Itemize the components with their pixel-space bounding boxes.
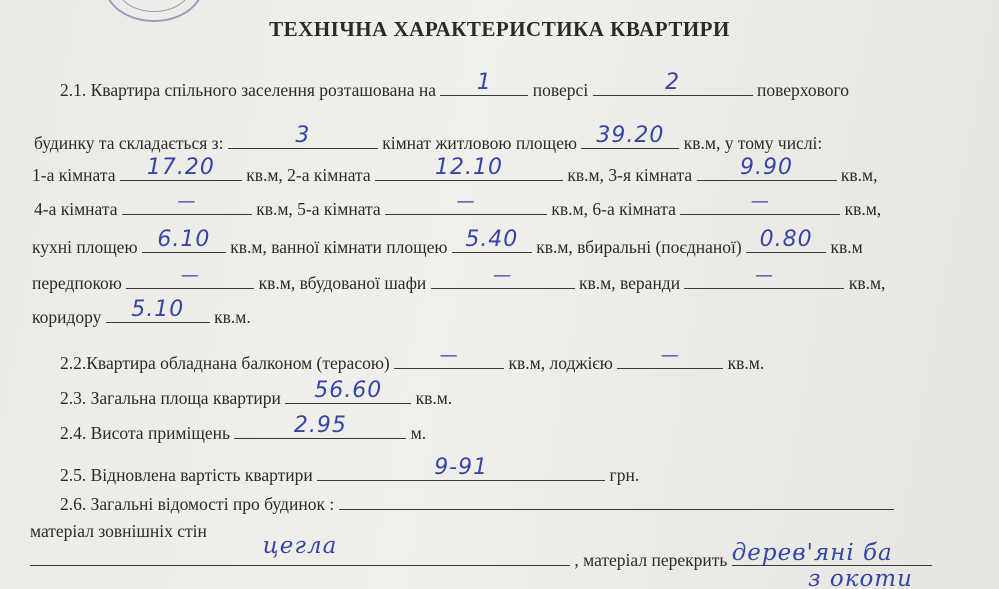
row-walls-label: матеріал зовнішніх стін (30, 521, 207, 541)
hall-field[interactable]: — (126, 268, 254, 289)
toilet-field[interactable]: 0.80 (746, 232, 826, 253)
row-ceiling-continued (808, 568, 913, 589)
room1-field[interactable]: 17.20 (120, 160, 242, 181)
row-building-info: 2.6. Загальні відомості про будинок : (60, 489, 894, 515)
kitchen-field[interactable]: 6.10 (142, 232, 226, 253)
living-area-field[interactable]: 39.20 (581, 128, 679, 149)
row-rooms: будинку та складається з: 3 кімнат житловою площею 39.20 кв.м, у тому числі: (34, 123, 823, 153)
row-walls-ceiling: цегла , матеріал перекрить дерев'яні ба (30, 545, 932, 571)
floor-field[interactable]: 1 (440, 75, 528, 96)
room3-field[interactable]: 9.90 (697, 160, 837, 181)
row-rooms-123: 1-а кімната 17.20 кв.м, 2-а кімната 12.10 кв.м, 3-я кімната 9.90 кв.м, (32, 155, 878, 185)
cost-field[interactable]: 9-91 (317, 460, 605, 481)
room2-field[interactable]: 12.10 (375, 160, 563, 181)
row-total-area: 2.3. Загальна площа квартири 56.60 кв.м. (60, 378, 453, 408)
row-rooms-456: 4-а кімната — кв.м, 5-а кімната — кв.м, 6-а кімната — кв.м, (34, 191, 882, 219)
room6-field[interactable]: — (680, 194, 840, 215)
walls-field[interactable]: цегла (30, 545, 570, 566)
floors-total-field[interactable]: 2 (593, 75, 753, 96)
total-area-field[interactable]: 56.60 (285, 383, 411, 404)
rooms-field[interactable]: 3 (228, 128, 378, 149)
veranda-field[interactable]: — (684, 268, 844, 289)
row-hall-closet: передпокою — кв.м, вбудованої шафи — кв.м, веранди — кв.м, (32, 265, 886, 293)
building-info-field[interactable] (339, 489, 894, 510)
ceiling-field[interactable]: дерев'яні ба (732, 545, 932, 566)
height-field[interactable]: 2.95 (234, 418, 406, 439)
bath-field[interactable]: 5.40 (452, 232, 532, 253)
room4-field[interactable]: — (122, 194, 252, 215)
row-balcony: 2.2.Квартира обладнана балконом (терасою) — кв.м, лоджією — кв.м. (60, 345, 765, 373)
row-height: 2.4. Висота приміщень 2.95 м. (60, 413, 427, 443)
room5-field[interactable]: — (385, 194, 547, 215)
balcony-field[interactable]: — (394, 348, 504, 369)
row-kitchen-bath: кухні площею 6.10 кв.м, ванної кімнати площею 5.40 кв.м, вбиральні (поєднаної) 0.80 кв.м (32, 227, 863, 257)
ceiling-continued: з окоти (808, 566, 913, 589)
row-corridor: коридору 5.10 кв.м. (32, 297, 251, 327)
row-location: 2.1. Квартира спільного заселення розташована на 1 поверсі 2 поверхового (60, 70, 849, 100)
corridor-field[interactable]: 5.10 (106, 302, 210, 323)
row-cost: 2.5. Відновлена вартість квартири 9-91 грн. (60, 455, 640, 485)
closet-field[interactable]: — (431, 268, 575, 289)
loggia-field[interactable]: — (617, 348, 723, 369)
page-title: ТЕХНІЧНА ХАРАКТЕРИСТИКА КВАРТИРИ (269, 17, 730, 41)
